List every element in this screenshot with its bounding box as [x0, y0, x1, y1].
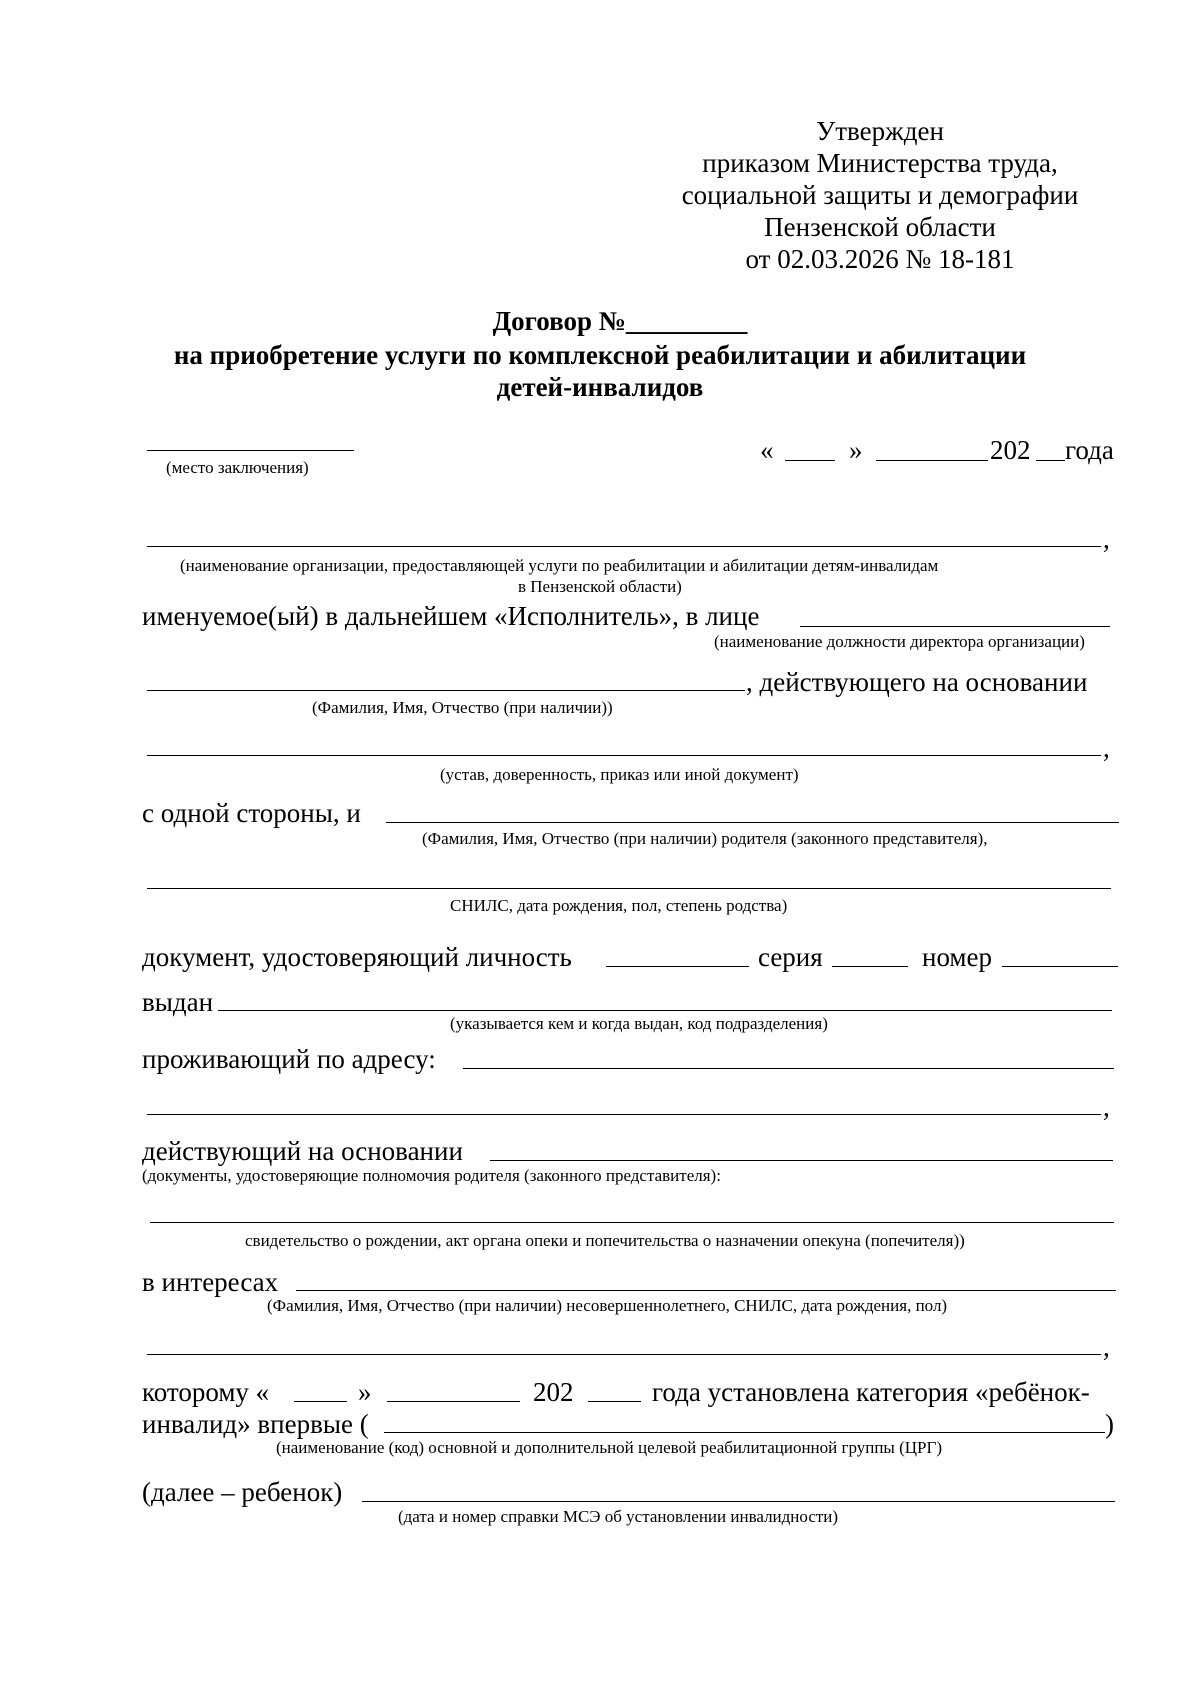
comma: , — [1103, 524, 1110, 554]
basis-caption: (устав, доверенность, приказ или иной документ) — [440, 765, 799, 784]
place-caption: (место заключения) — [166, 458, 309, 477]
place-field[interactable] — [147, 450, 354, 451]
organization-caption-1: (наименование организации, предоставляющей услуги по реабилитации и абилитации детям-инвалидам — [180, 556, 939, 575]
date-year-text: 202 — [990, 435, 1031, 465]
comma: , — [1103, 733, 1110, 763]
basis-field[interactable] — [147, 755, 1101, 756]
title-line-1: Договор №_________ — [492, 306, 748, 336]
acting-text: , действующего на основании — [746, 667, 1088, 697]
fio-caption: (Фамилия, Имя, Отчество (при наличии)) — [312, 698, 613, 717]
approval-line-1: Утвержден — [816, 116, 944, 146]
issued-field[interactable] — [218, 1010, 1112, 1011]
category-year-text: 202 — [533, 1377, 574, 1407]
category-open-text: которому « — [142, 1377, 270, 1407]
category-month-field[interactable] — [387, 1401, 520, 1402]
organization-field[interactable] — [147, 546, 1101, 547]
child-text: (далее – ребенок) — [142, 1477, 343, 1507]
address-field[interactable] — [463, 1068, 1114, 1069]
minor-fio-field[interactable] — [296, 1290, 1116, 1291]
category-text: года установлена категория «ребёнок- — [652, 1377, 1090, 1407]
title-line-2: на приобретение услуги по комплексной реабилитации и абилитации — [173, 340, 1027, 370]
approval-line-5: от 02.03.2026 № 18-181 — [745, 244, 1015, 274]
first-time-close: ) — [1105, 1409, 1114, 1439]
crg-caption: (наименование (код) основной и дополнительной целевой реабилитационной группы (ЦРГ) — [276, 1438, 942, 1457]
id-doc-type-field[interactable] — [606, 966, 749, 967]
authority-field-2[interactable] — [150, 1222, 1114, 1223]
issued-text: выдан — [142, 987, 214, 1017]
id-doc-text: документ, удостоверяющий личность — [142, 942, 572, 972]
approval-line-3: социальной защиты и демографии — [681, 180, 1079, 210]
mse-caption: (дата и номер справки МСЭ об установлении инвалидности) — [398, 1507, 839, 1526]
category-close-quote: » — [358, 1377, 372, 1407]
first-time-text: инвалид» впервые ( — [142, 1409, 369, 1439]
series-text: серия — [758, 942, 823, 972]
number-text: номер — [922, 942, 993, 972]
category-day-field[interactable] — [294, 1401, 347, 1402]
number-field[interactable] — [1002, 966, 1118, 967]
date-month-field[interactable] — [876, 460, 988, 461]
director-fio-field[interactable] — [147, 690, 745, 691]
date-day-field[interactable] — [785, 460, 835, 461]
comma: , — [1103, 1332, 1110, 1362]
minor-field-2[interactable] — [147, 1354, 1101, 1355]
series-field[interactable] — [832, 966, 908, 967]
mse-field[interactable] — [362, 1501, 1115, 1502]
snils-caption: СНИЛС, дата рождения, пол, степень родства) — [450, 896, 788, 915]
address-text: проживающий по адресу: — [142, 1044, 436, 1074]
interests-text: в интересах — [142, 1267, 279, 1297]
parent-caption: (Фамилия, Имя, Отчество (при наличии) родителя (законного представителя), — [422, 829, 988, 848]
director-position-field[interactable] — [800, 626, 1110, 627]
date-close-quote: » — [849, 435, 863, 465]
authority-caption-1: (документы, удостоверяющие полномочия родителя (законного представителя): — [142, 1166, 721, 1185]
category-year-field[interactable] — [588, 1401, 641, 1402]
acting2-text: действующий на основании — [142, 1136, 463, 1166]
issued-caption: (указывается кем и когда выдан, код подразделения) — [450, 1014, 828, 1033]
organization-caption-2: в Пензенской области) — [518, 577, 682, 596]
executor-text: именуемое(ый) в дальнейшем «Исполнитель», в лице — [142, 601, 760, 631]
address-field-2[interactable] — [147, 1114, 1101, 1115]
approval-line-2: приказом Министерства труда, — [702, 148, 1058, 178]
authority-caption-2: свидетельство о рождении, акт органа опеки и попечительства о назначении опекуна (попечителя)) — [245, 1231, 965, 1250]
approval-line-4: Пензенской области — [764, 212, 996, 242]
date-year-field[interactable] — [1036, 460, 1065, 461]
crg-field[interactable] — [384, 1432, 1105, 1433]
parent-fio-field[interactable] — [386, 822, 1119, 823]
authority-field[interactable] — [490, 1160, 1113, 1161]
date-year-suffix: года — [1065, 435, 1114, 465]
director-caption: (наименование должности директора организации) — [714, 632, 1085, 651]
date-open-quote: « — [760, 435, 774, 465]
comma: , — [1103, 1092, 1110, 1122]
minor-caption: (Фамилия, Имя, Отчество (при наличии) несовершеннолетнего, СНИЛС, дата рождения, пол) — [267, 1296, 948, 1315]
title-line-3: детей-инвалидов — [496, 372, 704, 402]
snils-field[interactable] — [147, 888, 1111, 889]
one-side-text: с одной стороны, и — [142, 798, 361, 828]
